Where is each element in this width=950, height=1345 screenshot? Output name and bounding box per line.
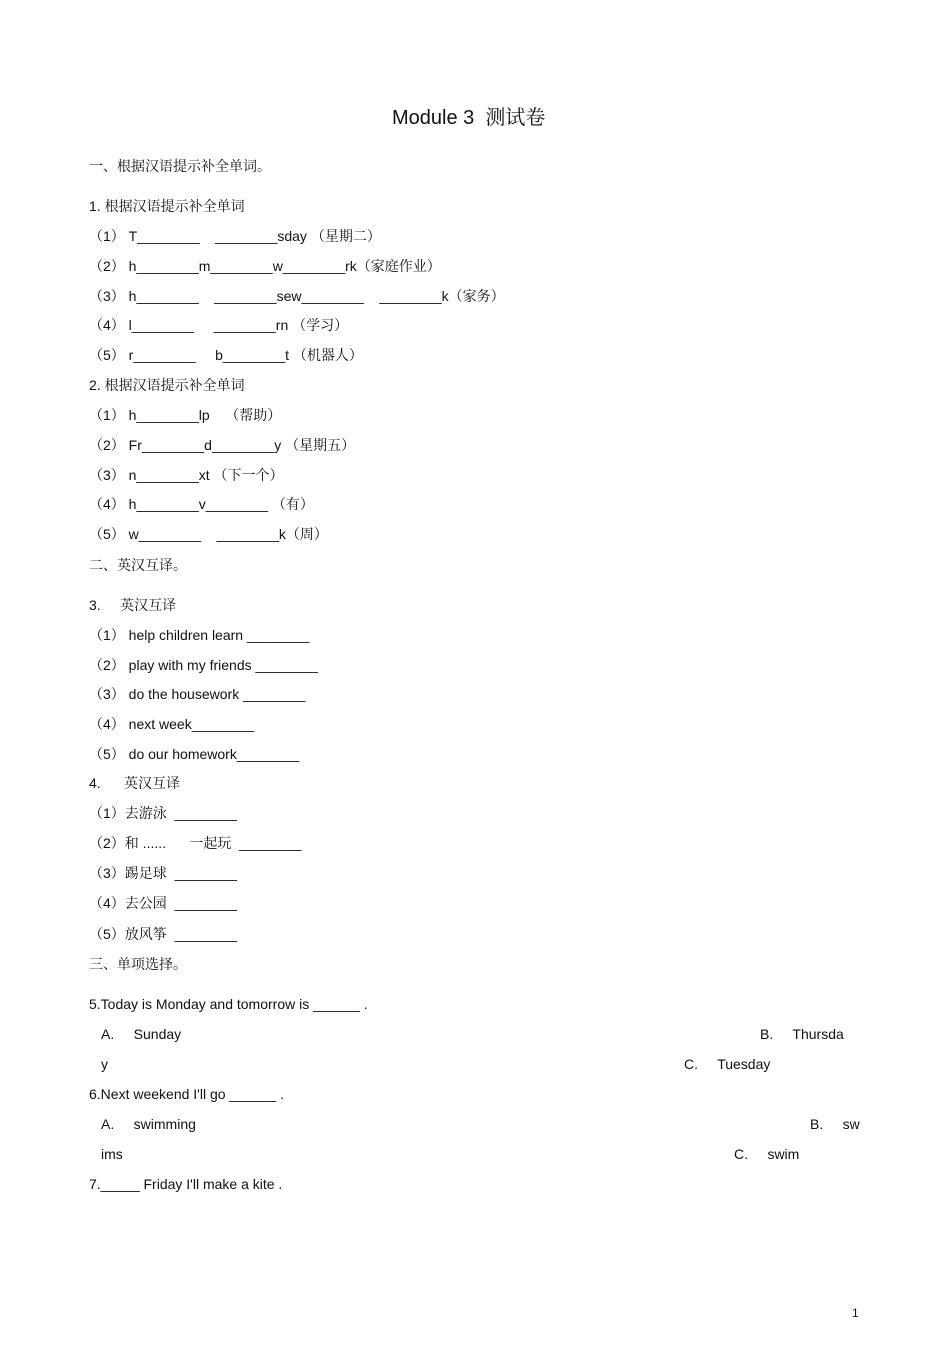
q6-option-b: B. sw (810, 1116, 860, 1132)
q7-question: 7._____ Friday I'll make a kite . (89, 1176, 283, 1192)
q5-option-a: A. Sunday (101, 1026, 182, 1042)
page-title: Module 3 测试卷 (392, 107, 546, 129)
section3-heading: 三、单项选择。 (89, 956, 187, 972)
q6-option-b-wrap: ims (101, 1146, 123, 1162)
q4-item: （2）和 ...... 一起玩 ________ (89, 835, 302, 851)
q4-item: （3）踢足球 ________ (89, 865, 237, 881)
q2-item: （2） Fr________d________y （星期五） (89, 437, 356, 453)
q6-option-a: A. swimming (101, 1116, 196, 1132)
q4-item: （4）去公园 ________ (89, 895, 237, 911)
section1-heading: 一、根据汉语提示补全单词。 (89, 158, 271, 174)
q5-option-b: B. Thursda (760, 1026, 844, 1042)
q1-item: （1） T________ ________sday （星期二） (89, 228, 381, 244)
q1-item: （3） h________ ________sew________ ________k（家务） (89, 288, 505, 304)
page-number: 1 (852, 1306, 859, 1320)
q3-item: （3） do the housework ________ (89, 686, 306, 702)
q3-item: （5） do our homework________ (89, 746, 300, 762)
q4-item: （1）去游泳 ________ (89, 805, 237, 821)
q5-option-c: C. Tuesday (684, 1056, 771, 1072)
q5-option-b-wrap: y (101, 1056, 108, 1072)
q2-item: （1） h________lp （帮助） (89, 407, 282, 423)
q1-item: （5） r________ b________t （机器人） (89, 347, 363, 363)
q3-item: （1） help children learn ________ (89, 627, 310, 643)
q5-question: 5.Today is Monday and tomorrow is ______ . (89, 996, 368, 1012)
q4-heading: 4. 英汉互译 (89, 775, 181, 791)
q3-item: （4） next week________ (89, 716, 254, 732)
q2-item: （5） w________ ________k（周） (89, 526, 328, 542)
q2-item: （3） n________xt （下一个） (89, 467, 284, 483)
q1-heading: 1. 根据汉语提示补全单词 (89, 198, 245, 214)
q1-item: （4） l________ ________rn （学习） (89, 317, 349, 333)
q4-item: （5）放风筝 ________ (89, 926, 237, 942)
q2-heading: 2. 根据汉语提示补全单词 (89, 377, 245, 393)
q6-question: 6.Next weekend I'll go ______ . (89, 1086, 284, 1102)
section2-heading: 二、英汉互译。 (89, 557, 187, 573)
q2-item: （4） h________v________ （有） (89, 496, 314, 512)
q3-heading: 3. 英汉互译 (89, 597, 177, 613)
q3-item: （2） play with my friends ________ (89, 657, 318, 673)
q6-option-c: C. swim (734, 1146, 800, 1162)
q1-item: （2） h________m________w________rk（家庭作业） (89, 258, 441, 274)
